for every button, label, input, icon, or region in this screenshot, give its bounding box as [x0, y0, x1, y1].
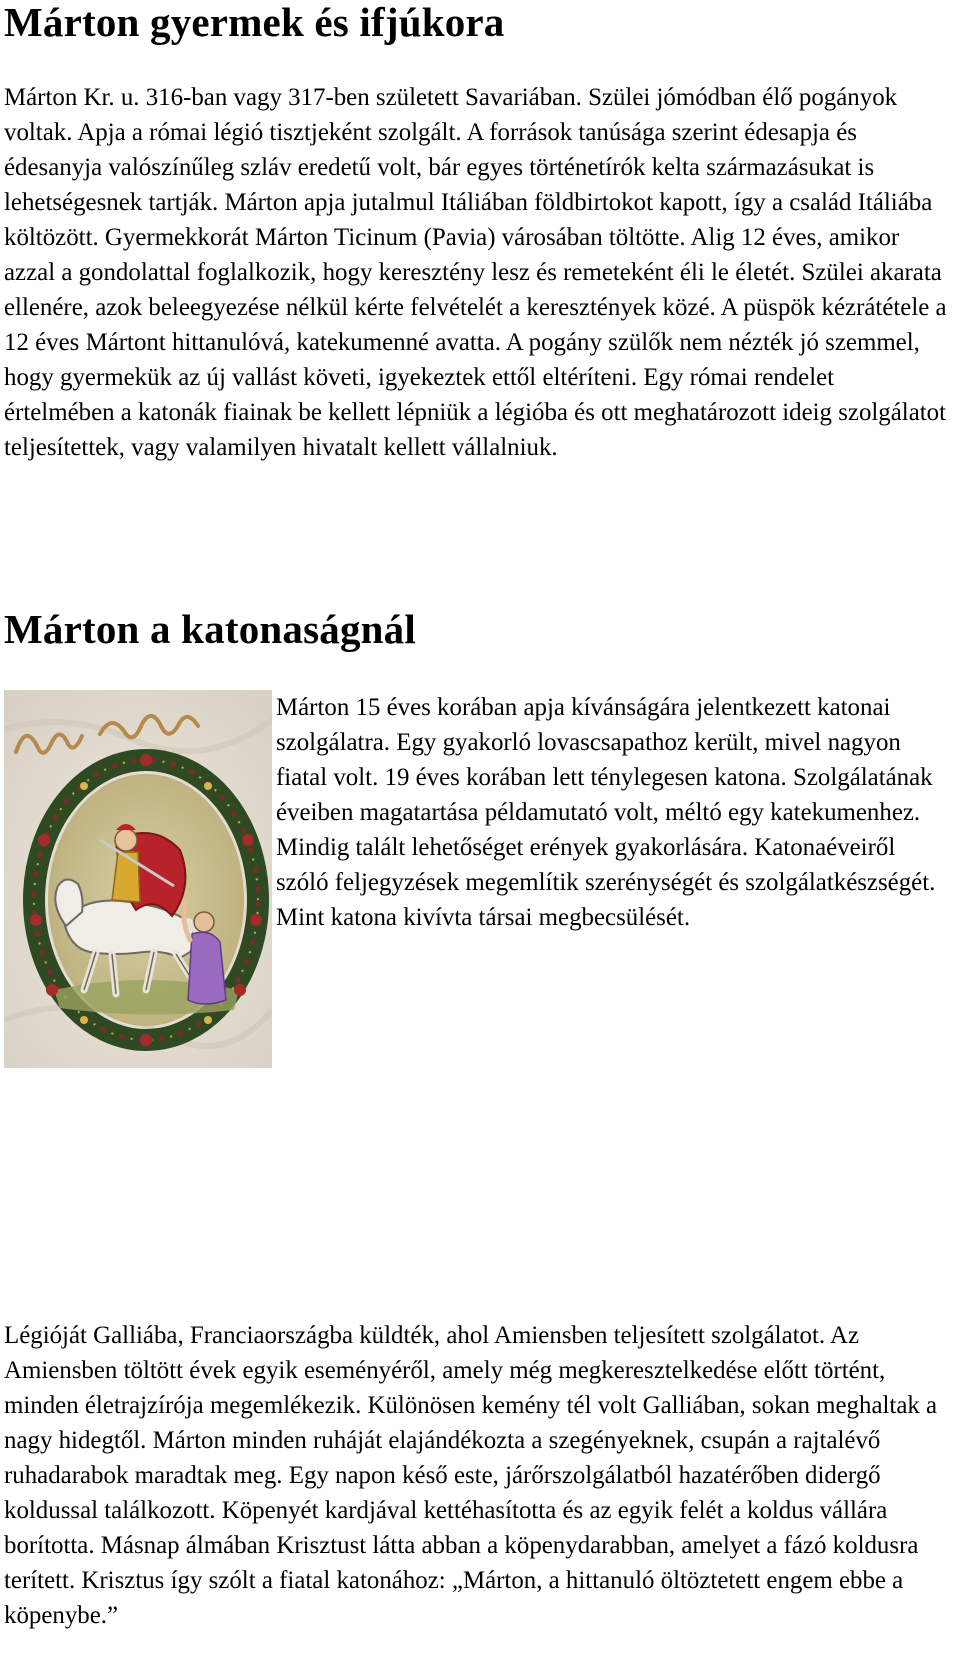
military-paragraph-1: Márton 15 éves korában apja kívánságára jelentkezett katonai szolgálatra. Egy gyakorló lovascsapathoz került, mivel nagyon fiatal volt. 19 éves korában lett ténylegesen katona. Szolgálatának éveiben magatartása példamutató volt, méltó egy katekumenhez. Mindig talált lehetőséget erények gyakorlására. Katonaéveiről szóló feljegyzések megemlítik szerénységét és szolgálatkészségét. Mint katona kivívta társai megbecsülését.: [276, 694, 936, 931]
st-martin-embroidery-image: [4, 690, 272, 1068]
embroidery-illustration: [4, 690, 272, 1068]
military-paragraph-block: [4, 690, 949, 1068]
section-title-childhood: Márton gyermek és ifjúkora: [4, 0, 505, 45]
childhood-paragraph: Márton Kr. u. 316-ban vagy 317-ben született Savariában. Szülei jómódban élő pogányok voltak. Apja a római légió tisztjeként szolgált. A források tanúsága szerint édesapja és édesanyja valószínűleg szláv eredetű volt, bár egyes történetírók kelta származásukat is lehetségesnek tartják. Márton apja jutalmul Itáliában földbirtokot kapott, így a család Itáliába költözött. Gyermekkorát Márton Ticinum (Pavia) városában töltötte. Alig 12 éves, amikor azzal a gondolattal foglalkozik, hogy keresztény lesz és remeteként éli le életét. Szülei akarata ellenére, azok beleegyezése nélkül kérte felvételét a keresztények közé. A püspök kézrátétele a 12 éves Mártont hittanulóvá, katekumenné avatta. A pogány szülők nem nézték jó szemmel, hogy gyermekük az új vallást követi, igyekeztek ettől eltéríteni. Egy római rendelet értelmében a katonák fiainak be kellett lépniük a légióba és ott meghatározott ideig szolgálatot teljesítettek, vagy valamilyen hivatalt kellett vállalniuk.: [4, 84, 947, 461]
section-title-military: Márton a katonaságnál: [4, 606, 416, 652]
military-paragraph-2: Légióját Galliába, Franciaországba küldték, ahol Amiensben teljesített szolgálatot. Az Amiensben töltött évek egyik eseményéről, amely még megkeresztelkedése előtt történt, minden életrajzírója megemlékezik. Különösen kemény tél volt Galliában, sokan meghaltak a nagy hidegtől. Márton minden ruháját elajándékozta a szegényeknek, csupán a rajtalévő ruhadarabok maradtak meg. Egy napon késő este, járőrszolgálatból hazatérőben didergő koldussal találkozott. Köpenyét kardjával kettéhasította és az egyik felét a koldus vállára borította. Másnap álmában Krisztust látta abban a köpenydarabban, amelyet a fázó koldusra terített. Krisztus így szólt a fiatal katonához: „Márton, a hittanuló öltöztetett engem ebbe a köpenybe.”: [4, 1322, 938, 1629]
